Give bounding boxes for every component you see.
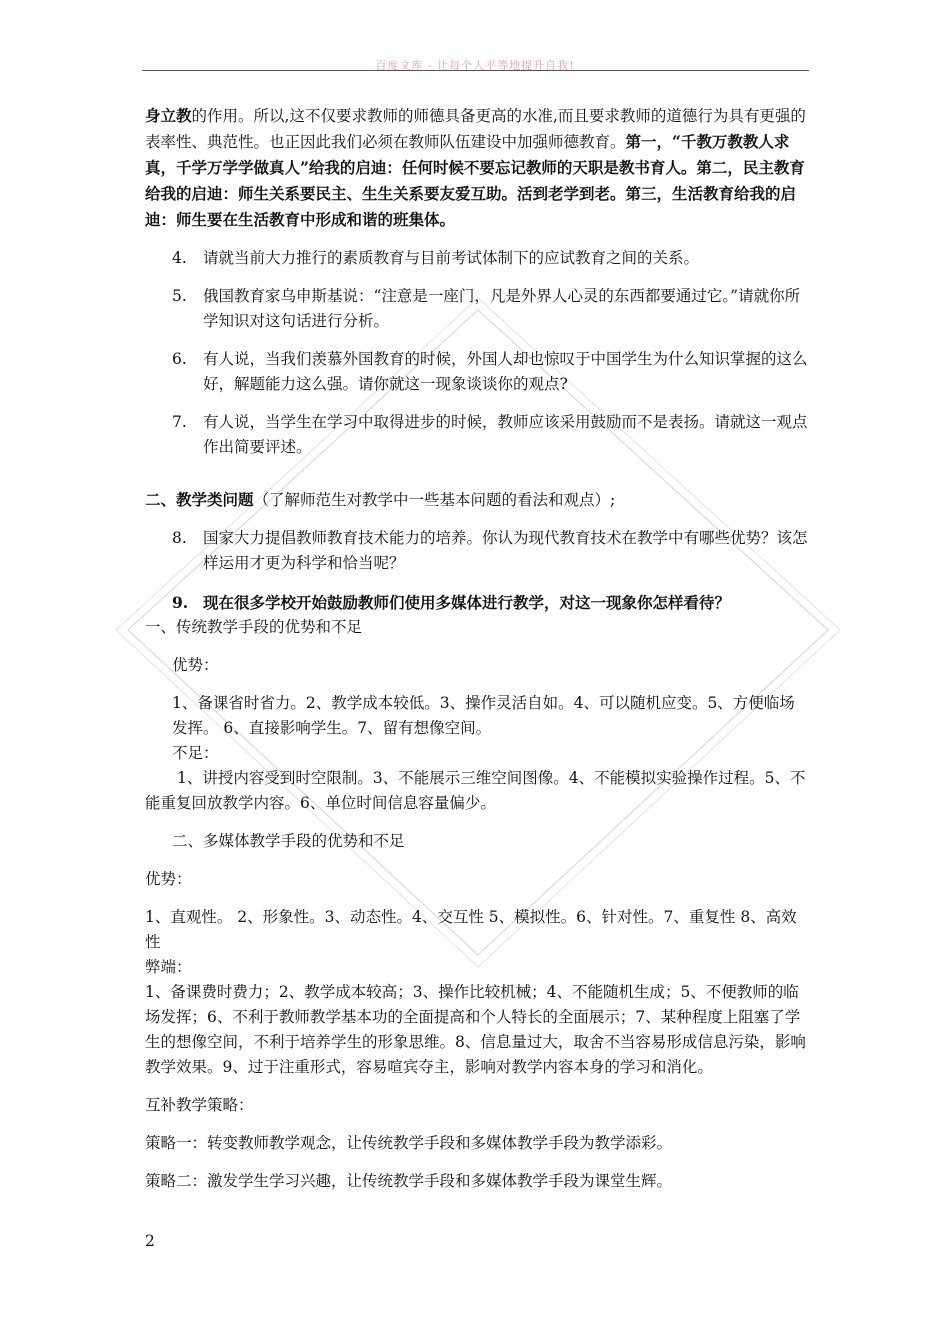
multimedia-heading: 二、多媒体教学手段的优势和不足 xyxy=(172,832,405,850)
strategy-one: 策略一：转变教师教学观念，让传统教学手段和多媒体教学手段为教学添彩。 xyxy=(145,1134,673,1152)
question-item-8 xyxy=(145,526,809,576)
question-text: 有人说，当学生在学习中取得进步的时候，教师应该采用鼓励而不是表扬。请就这一观点作出简要评述。 xyxy=(203,413,808,456)
question-item-9 xyxy=(145,590,809,615)
traditional-adv-label: 优势： xyxy=(172,656,219,674)
question-text: 国家大力提倡教师教育技术能力的培养。你认为现代教育技术在教学中有哪些优势？该怎样运用才更为科学和恰当呢？ xyxy=(203,529,808,572)
multimedia-dis-label: 弊端： xyxy=(145,958,192,976)
intro-text: 的作用。所以,这不仅要求教师的师德具备更高的水准,而且要求教师的道德行为具有更强的表率性、典范性。也正因此我们必须在教师队伍建设中加强师德教育。 xyxy=(145,107,806,151)
traditional-dis-text: 1、讲授内容受到时空限制。3、不能展示三维空间图像。4、不能模拟实验操作过程。5、不能重复回放教学内容。6、单位时间信息容量偏少。 xyxy=(145,769,806,812)
strategy-heading: 互补教学策略： xyxy=(145,1096,254,1114)
traditional-adv-text: 1、备课省时省力。2、教学成本较低。3、操作灵活自如。4、可以随机应变。5、方便临场发挥。 6、直接影响学生。7、留有想像空间。 xyxy=(172,694,795,737)
header-rule xyxy=(142,70,809,71)
question-number: 7. xyxy=(172,413,187,431)
question-item xyxy=(145,347,809,397)
question-text: 俄国教育家乌申斯基说：“注意是一座门，凡是外界人心灵的东西都要通过它。”请就你所学知识对这句话进行分析。 xyxy=(203,287,801,330)
question-text: 现在很多学校开始鼓励教师们使用多媒体进行教学，对这一现象你怎样看待？ xyxy=(203,593,731,612)
intro-paragraph xyxy=(145,103,809,233)
question-number: 6. xyxy=(172,350,187,368)
question-item xyxy=(145,246,809,271)
traditional-heading: 一、传统教学手段的优势和不足 xyxy=(145,618,363,636)
traditional-dis-label: 不足： xyxy=(172,744,219,762)
question-text: 有人说，当我们羡慕外国教育的时候，外国人却也惊叹于中国学生为什么知识掌握的这么好，解题能力这么强。请你就这一现象谈谈你的观点? xyxy=(203,350,808,393)
intro-bold-tail: 第一，“千教万教教人求真，千学万学学做真人”给我的启迪：任何时候不要忘记教师的天职是教书育人。第二，民主教育给我的启迪：师生关系要民主、生生关系要友爱互助。活到老学到老。第三，生活教育给我的启迪：师生要在生活教育中形成和谐的班集体。 xyxy=(145,132,805,229)
question-item xyxy=(145,410,809,460)
multimedia-dis-text: 1、备课费时费力；2、教学成本较高；3、操作比较机械；4、不能随机生成；5、不便教师的临场发挥；6、不利于教师教学基本功的全面提高和个人特长的全面展示；7、某种程度上阻塞了学生的想像空间，不利于培养学生的形象思维。8、信息量过大，取舍不当容易形成信息污染，影响教学效果。9、过于注重形式，容易喧宾夺主，影响对教学内容本身的学习和消化。 xyxy=(145,983,806,1076)
question-number: 9. xyxy=(172,593,189,612)
page-number: 2 xyxy=(145,1232,155,1250)
strategy-two: 策略二：激发学生学习兴趣，让传统教学手段和多媒体教学手段为课堂生辉。 xyxy=(145,1172,673,1190)
intro-bold-lead: 身立教 xyxy=(145,106,192,125)
header-banner: 百度文库 - 让每个人平等地提升自我! xyxy=(375,59,575,72)
section2-heading-note: （了解师范生对教学中一些基本问题的看法和观点）; xyxy=(253,491,616,509)
section2-heading xyxy=(145,487,809,513)
question-number: 4. xyxy=(172,249,187,267)
question-text: 请就当前大力推行的素质教育与目前考试体制下的应试教育之间的关系。 xyxy=(203,249,700,267)
question-item xyxy=(145,284,809,334)
multimedia-adv-text: 1、直观性。 2、形象性。3、动态性。4、交互性 5、模拟性。6、针对性。7、重复性 8、高效性 xyxy=(145,908,797,951)
document-body xyxy=(145,103,809,1194)
question-number: 5. xyxy=(172,287,187,305)
section2-heading-bold: 二、教学类问题 xyxy=(145,490,254,509)
question-number: 8. xyxy=(172,529,187,547)
multimedia-adv-label: 优势： xyxy=(145,870,192,888)
